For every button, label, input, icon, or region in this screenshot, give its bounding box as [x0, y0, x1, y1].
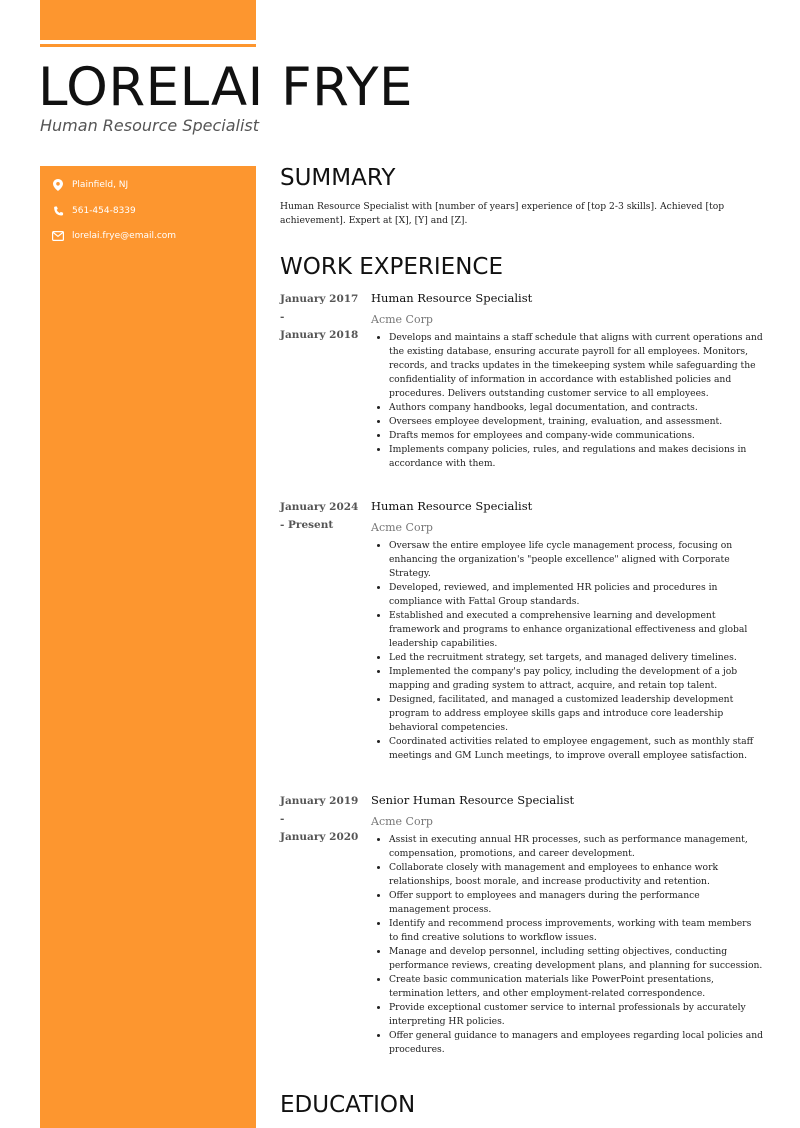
phone-icon [52, 205, 64, 217]
sidebar [40, 166, 256, 1128]
contact-email-link[interactable]: lorelai.frye@email.com [72, 231, 177, 241]
summary-text: Human Resource Specialist with [number of years] experience of [top 2-3 skills]. Achieved [top achievement]. Expert at [X], [Y] and [Z]. [280, 201, 725, 226]
job-bullet: • Implemented the company's pay policy, including the development of a job mapping and grading system to attract, acquire, and retain top talent. [389, 665, 763, 693]
job-bullet: • Authors company handbooks, legal documentation, and contracts. [389, 401, 763, 415]
job-start-date: January 2019 [280, 795, 359, 807]
contact-location-text: Plainfield, NJ [72, 180, 129, 190]
job-bullet: • Coordinated activities related to employee engagement, such as monthly staff meetings and GM Lunch meetings, to improve overall employee satisfaction. [389, 735, 763, 763]
job-start-date: January 2017 [280, 293, 359, 305]
job-dates [280, 290, 362, 344]
education-heading: EDUCATION [280, 1092, 416, 1118]
contact-email[interactable] [52, 230, 252, 242]
job-bullet: • Established and executed a comprehensive learning and development framework and programs to enhance organizational effectiveness and global leadership capabilities. [389, 609, 763, 651]
job-date-separator: - [280, 311, 285, 323]
header-accent-block [40, 0, 256, 40]
job-end-date: January 2020 [280, 831, 359, 843]
envelope-icon [52, 230, 64, 242]
job-dates [280, 498, 362, 534]
work-experience-heading: WORK EXPERIENCE [280, 254, 504, 280]
job-end-date: - Present [280, 519, 334, 531]
job-bullet: • Oversees employee development, training, evaluation, and assessment. [389, 415, 763, 429]
job-bullet: • Manage and develop personnel, including setting objectives, conducting performance reviews, creating development plans, and planning for succession. [389, 945, 763, 973]
job-bullet: • Developed, reviewed, and implemented HR policies and procedures in compliance with Fattal Group standards. [389, 581, 763, 609]
job-bullets [371, 833, 763, 1057]
summary-heading: SUMMARY [280, 165, 396, 191]
job-bullet: • Oversaw the entire employee life cycle management process, focusing on enhancing the organization's "people excellence" aligned with Corporate Strategy. [389, 539, 763, 581]
job-bullets [371, 539, 763, 763]
job-bullet: • Provide exceptional customer service to internal professionals by accurately interpreting HR policies. [389, 1001, 763, 1029]
job-dates [280, 792, 362, 846]
job-company: Acme Corp [371, 815, 433, 828]
job-bullet: • Collaborate closely with management and employees to enhance work relationships, boost morale, and increase productivity and retention. [389, 861, 763, 889]
job-bullet: • Develops and maintains a staff schedule that aligns with current operations and the existing database, ensuring accurate payroll for all employees. Monitors, records, and tracks updates in the timekeeping system while safeguarding the confidentiality of information in accordance with established policies and procedures. Delivers outstanding customer service to all employees. [389, 331, 763, 401]
job-bullet: • Designed, facilitated, and managed a customized leadership development program to address employee skills gaps and introduce core leadership behavioral competencies. [389, 693, 763, 735]
job-role: Senior Human Resource Specialist [371, 793, 575, 807]
candidate-title: Human Resource Specialist [40, 116, 260, 135]
job-bullet: • Led the recruitment strategy, set targets, and managed delivery timelines. [389, 651, 763, 665]
job-end-date: January 2018 [280, 329, 359, 341]
job-bullets [371, 331, 763, 471]
job-company: Acme Corp [371, 521, 433, 534]
job-bullet: • Drafts memos for employees and company-wide communications. [389, 429, 763, 443]
job-role: Human Resource Specialist [371, 291, 533, 305]
job-bullet: • Offer general guidance to managers and employees regarding local policies and procedures. [389, 1029, 763, 1057]
candidate-name: LORELAI FRYE [38, 57, 413, 118]
job-bullet: • Identify and recommend process improvements, working with team members to find creative solutions to workflow issues. [389, 917, 763, 945]
job-date-separator: - [280, 813, 285, 825]
job-bullet: • Offer support to employees and managers during the performance management process. [389, 889, 763, 917]
job-bullet: • Assist in executing annual HR processes, such as performance management, compensation, promotions, and career development. [389, 833, 763, 861]
contact-phone-text: 561-454-8339 [72, 206, 136, 216]
job-start-date: January 2024 [280, 501, 359, 513]
contact-phone [52, 205, 252, 217]
contact-location [52, 179, 252, 191]
location-pin-icon [52, 179, 64, 191]
job-role: Human Resource Specialist [371, 499, 533, 513]
job-company: Acme Corp [371, 313, 433, 326]
job-bullet: • Create basic communication materials like PowerPoint presentations, termination letters, and other employment-related correspondence. [389, 973, 763, 1001]
job-bullet: • Implements company policies, rules, and regulations and makes decisions in accordance with them. [389, 443, 763, 471]
header-accent-line [40, 44, 256, 47]
